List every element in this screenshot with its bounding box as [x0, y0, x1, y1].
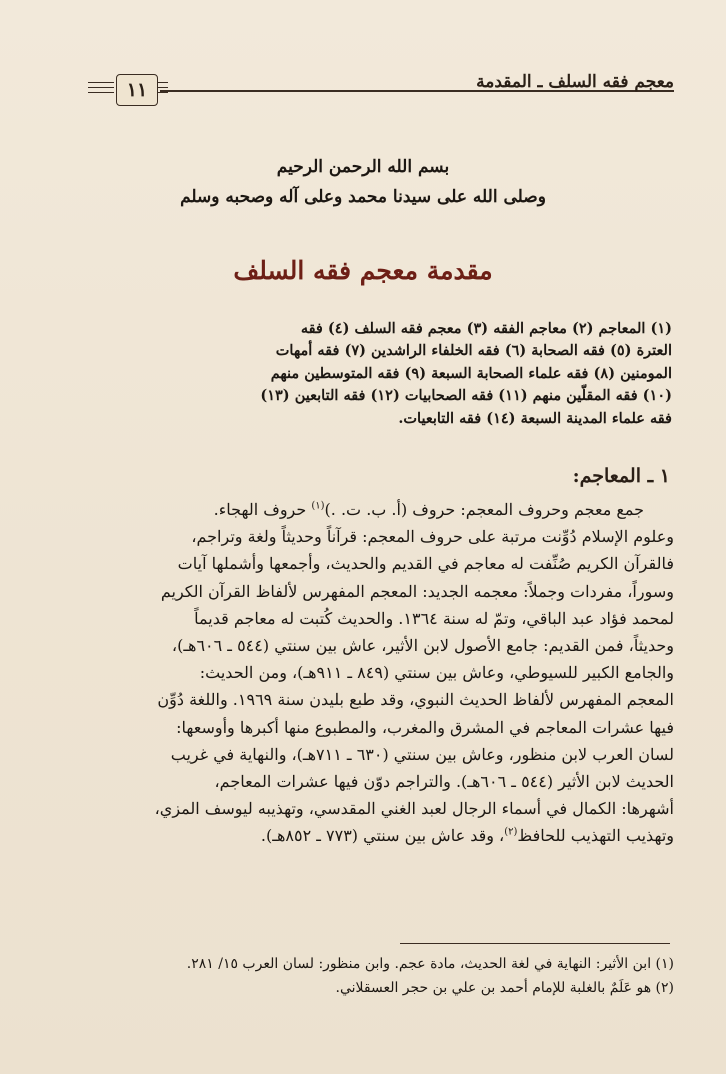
- body-line: فالقرآن الكريم صُنِّفت له معاجم في القديم والحديث، وأجمعها وأشملها آيات: [177, 554, 674, 574]
- toc-line: المومنين (٨) فقه علماء الصحابة السبعة (٩) فقه المتوسطين منهم: [270, 364, 672, 382]
- body-line: وتهذيب التهذيب للحافظ$^{(٢)}$، وقد عاش بين سنتي (٧٧٣ ـ ٨٥٢هـ).: [260, 826, 674, 846]
- toc-line: (١) المعاجم (٢) معاجم الفقه (٣) معجم فقه السلف (٤) فقه: [300, 320, 672, 337]
- body-line: والجامع الكبير للسيوطي، وعاش بين سنتي (٨٤٩ ـ ٩١١هـ)، ومن الحديث:: [199, 663, 674, 683]
- page-header: [88, 70, 674, 118]
- basmala-block: [100, 152, 626, 212]
- ornament-lines-left: [88, 82, 114, 97]
- body-line: المعجم المفهرس لألفاظ الحديث النبوي، وقد طبع بليدن سنة ١٩٦٩. واللغة دُوِّن: [157, 690, 674, 710]
- toc-line: العترة (٥) فقه الصحابة (٦) فقه الخلفاء الراشدين (٧) فقه أمهات: [275, 342, 672, 360]
- section-heading: ١ ـ المعاجم:: [572, 465, 670, 487]
- chapter-title: مقدمة معجم فقه السلف: [233, 256, 493, 285]
- basmala-line: بسم الله الرحمن الرحيم: [276, 157, 450, 177]
- body-line: وحديثاً، فمن القديم: جامع الأصول لابن الأثير، عاش بين سنتي (٥٤٤ ـ ٦٠٦هـ)،: [171, 636, 674, 656]
- body-line: أشهرها: الكمال في أسماء الرجال لعبد الغني المقدسي، وتهذيبه ليوسف المزي،: [154, 799, 674, 819]
- body-line: لسان العرب لابن منظور، وعاش بين سنتي (٦٣٠ ـ ٧١١هـ)، والنهاية في غريب: [170, 744, 674, 764]
- page-number: ١١: [116, 74, 158, 106]
- footnote-rule: [400, 943, 670, 944]
- body-line: فيها عشرات المعاجم في المشرق والمغرب، والمطبوع منها أكبرها وأوسعها:: [176, 717, 674, 737]
- toc-line: (١٠) فقه المقلّين منهم (١١) فقه الصحابيات (١٢) فقه التابعين (١٣): [260, 387, 672, 405]
- toc-line: فقه علماء المدينة السبعة (١٤) فقه التابعيات.: [398, 409, 672, 427]
- body-paragraph: [62, 496, 674, 850]
- table-of-contents: [106, 318, 672, 430]
- footnote-ref: (١): [311, 500, 325, 512]
- body-line: جمع معجم وحروف المعجم: حروف (أ. ب. ت. .)$^{(١)}$ حروف الهجاء.: [213, 500, 644, 519]
- body-line: الحديث لابن الأثير (٥٤٤ ـ ٦٠٦هـ). والتراجم دوّن فيها عشرات المعاجم،: [214, 772, 674, 792]
- footnotes: [62, 952, 674, 1000]
- running-title: معجم فقه السلف ـ المقدمة: [476, 72, 674, 92]
- body-line: وسوراً، مفردات وجملاً: معجمه الجديد: المعجم المفهرس لألفاظ القرآن الكريم: [160, 581, 674, 601]
- body-line: لمحمد فؤاد عبد الباقي، وتمّ له سنة ١٣٦٤. والحديث كُتبت له معاجم قديماً: [194, 608, 674, 628]
- footnote: (١) ابن الأثير: النهاية في لغة الحديث، مادة عجم. وابن منظور: لسان العرب ١٥/ ٢٨١.: [186, 956, 674, 972]
- footnote: (٢) هو عَلَمٌ بالغلبة للإمام أحمد بن علي بن حجر العسقلاني.: [335, 980, 674, 996]
- body-line: وعلوم الإسلام دُوِّنت مرتبة على حروف المعجم: قرآناً وحديثاً ولغة وتراجم،: [191, 527, 674, 547]
- footnote-ref: (٢): [504, 827, 518, 839]
- salutation-line: وصلى الله على سيدنا محمد وعلى آله وصحبه وسلم: [180, 187, 546, 207]
